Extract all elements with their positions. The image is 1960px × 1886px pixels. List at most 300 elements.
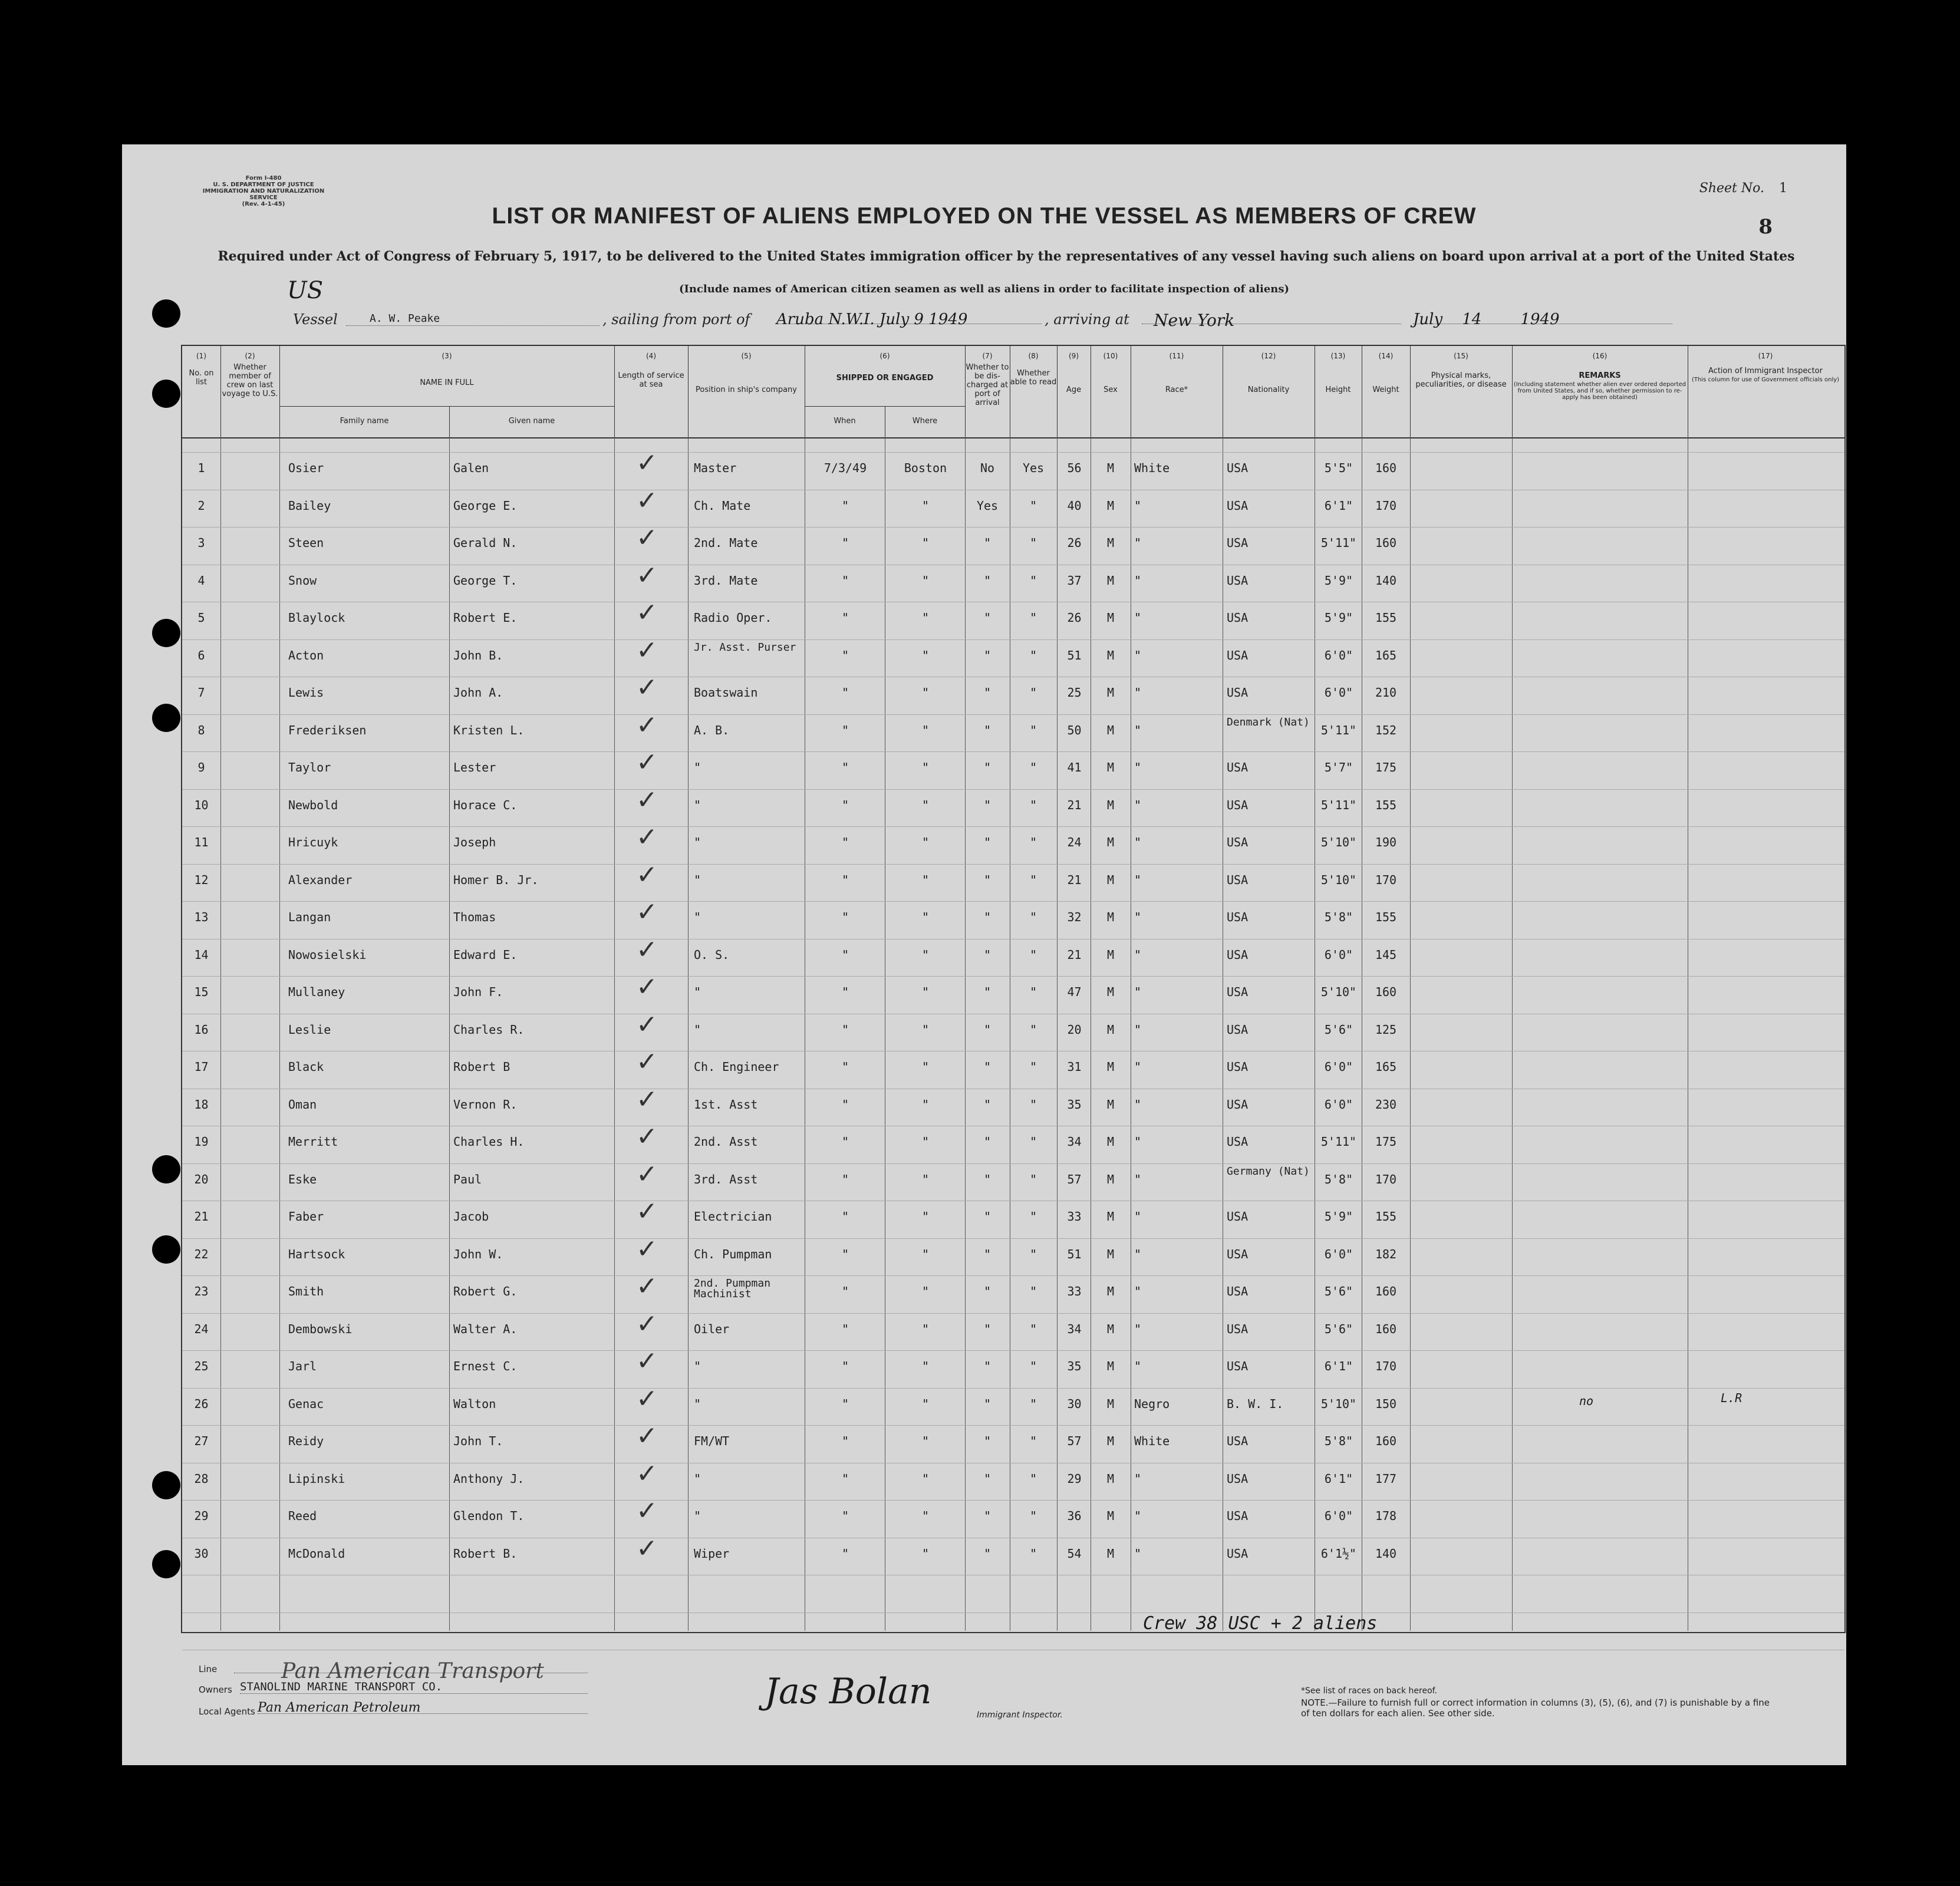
row-22-family: Hartsock: [288, 1247, 345, 1261]
row-26-height: 5'10": [1320, 1396, 1357, 1411]
row-23-height: 5'6": [1324, 1284, 1353, 1298]
row-12-pos: ": [694, 872, 701, 887]
row-14-disch: ": [983, 947, 991, 962]
row-19-no: 19: [194, 1135, 209, 1149]
row-30-weight: 140: [1375, 1546, 1397, 1561]
row-19-sex: M: [1106, 1135, 1115, 1149]
row-4-nat: USA: [1227, 573, 1249, 588]
row-3-sex: M: [1106, 536, 1115, 550]
row-15-given: John F.: [453, 985, 503, 999]
service-check-mark: ✓: [636, 1308, 658, 1339]
row-6-age: 51: [1067, 648, 1082, 662]
row-8-no: 8: [197, 723, 205, 737]
row-11-height: 5'10": [1320, 835, 1357, 849]
row-29-height: 6'0": [1324, 1509, 1353, 1523]
row-26-inspector-action: L.R: [1721, 1390, 1742, 1405]
row-13-disch: ": [983, 910, 991, 924]
row-15-weight: 160: [1375, 985, 1397, 999]
row-7-race: ": [1134, 685, 1142, 700]
row-17-disch: ": [983, 1060, 991, 1074]
revision-date: (Rev. 4-1-45): [242, 201, 285, 207]
row-30-no: 30: [194, 1546, 209, 1561]
header-given-name: Given name: [508, 417, 555, 426]
service-check-mark: ✓: [636, 448, 658, 478]
inspector-label: Immigrant Inspector.: [977, 1710, 1063, 1720]
row-23-age: 33: [1067, 1284, 1082, 1298]
row-3-weight: 160: [1375, 536, 1397, 550]
service-check-mark: ✓: [636, 934, 658, 965]
row-9-where: ": [921, 760, 930, 774]
service-check-mark: ✓: [636, 1271, 658, 1301]
row-29-weight: 178: [1375, 1509, 1397, 1523]
row-11-race: ": [1134, 835, 1142, 849]
row-25-family: Jarl: [288, 1359, 317, 1373]
row-20-read: ": [1029, 1172, 1037, 1186]
agents-label: Local Agents: [199, 1706, 255, 1717]
row-12-disch: ": [983, 872, 991, 887]
row-27-given: John T.: [453, 1434, 503, 1448]
row-27-no: 27: [194, 1434, 209, 1448]
row-22-nat: USA: [1227, 1247, 1249, 1261]
row-12-nat: USA: [1227, 872, 1249, 887]
sailing-label: , sailing from port of: [602, 311, 750, 328]
ruled-line: [182, 714, 1844, 715]
row-2-pos: Ch. Mate: [694, 498, 751, 513]
row-7-read: ": [1029, 685, 1037, 700]
row-11-nat: USA: [1227, 835, 1249, 849]
row-8-weight: 152: [1375, 723, 1397, 737]
sheet-number: [1699, 181, 1787, 196]
row-12-height: 5'10": [1320, 872, 1357, 887]
row-29-sex: M: [1106, 1509, 1115, 1523]
row-16-given: Charles R.: [453, 1022, 525, 1037]
row-17-height: 6'0": [1324, 1060, 1353, 1074]
row-3-height: 5'11": [1320, 536, 1357, 550]
row-13-pos: ": [694, 910, 701, 924]
ruled-line: [182, 901, 1844, 902]
row-23-weight: 160: [1375, 1284, 1397, 1298]
row-5-disch: ": [983, 611, 991, 625]
ruled-line: [182, 789, 1844, 790]
row-24-disch: ": [983, 1321, 991, 1336]
row-14-nat: USA: [1227, 947, 1249, 962]
row-22-disch: ": [983, 1247, 991, 1261]
row-10-read: ": [1029, 797, 1037, 812]
row-17-sex: M: [1106, 1060, 1115, 1074]
row-15-sex: M: [1106, 985, 1115, 999]
row-4-read: ": [1029, 573, 1037, 588]
row-16-family: Leslie: [288, 1022, 331, 1037]
row-11-where: ": [921, 835, 930, 849]
row-19-where: ": [921, 1135, 930, 1149]
row-26-read: ": [1029, 1396, 1037, 1411]
ruled-line: [182, 826, 1844, 827]
service-check-mark: ✓: [636, 747, 658, 777]
ruled-line: [182, 1388, 1844, 1389]
row-19-height: 5'11": [1320, 1135, 1357, 1149]
row-4-height: 5'9": [1324, 573, 1353, 588]
ruled-line: [182, 976, 1844, 977]
row-9-given: Lester: [453, 760, 496, 774]
column-divider: [220, 437, 221, 1631]
row-13-where: ": [921, 910, 930, 924]
row-7-pos: Boatswain: [694, 685, 758, 700]
form-number: Form I-480: [245, 175, 282, 182]
row-30-age: 54: [1067, 1546, 1082, 1561]
row-25-pos: ": [694, 1359, 701, 1373]
row-17-where: ": [921, 1060, 930, 1074]
row-19-pos: 2nd. Asst: [694, 1135, 758, 1149]
row-3-nat: USA: [1227, 536, 1249, 550]
column-divider: [614, 437, 615, 1631]
row-30-pos: Wiper: [694, 1546, 730, 1561]
ruled-line: [182, 751, 1844, 752]
row-21-height: 5'9": [1324, 1209, 1353, 1224]
row-14-given: Edward E.: [453, 947, 518, 962]
row-9-read: ": [1029, 760, 1037, 774]
row-13-family: Langan: [288, 910, 331, 924]
row-25-disch: ": [983, 1359, 991, 1373]
arriving-label: , arriving at: [1045, 311, 1129, 328]
row-7-nat: USA: [1227, 685, 1249, 700]
row-16-when: ": [841, 1022, 849, 1037]
row-18-height: 6'0": [1324, 1097, 1353, 1112]
row-11-given: Joseph: [453, 835, 496, 849]
row-18-no: 18: [194, 1097, 209, 1112]
row-28-nat: USA: [1227, 1471, 1249, 1486]
row-29-family: Reed: [288, 1509, 317, 1523]
sailing-port: Aruba N.W.I. July 9 1949: [776, 311, 968, 328]
row-19-family: Merritt: [288, 1135, 338, 1149]
row-2-age: 40: [1067, 498, 1082, 513]
row-20-sex: M: [1106, 1172, 1115, 1186]
service-check-mark: ✓: [636, 485, 658, 516]
row-27-height: 5'8": [1324, 1434, 1353, 1448]
row-19-age: 34: [1067, 1135, 1082, 1149]
row-29-pos: ": [694, 1509, 701, 1523]
ruled-line: [182, 1163, 1844, 1164]
column-divider: [688, 437, 689, 1631]
row-18-disch: ": [983, 1097, 991, 1112]
header-shipped-engaged: (6) SHIPPED OR ENGAGED When Where: [805, 346, 966, 437]
row-7-given: John A.: [453, 685, 503, 700]
row-15-age: 47: [1067, 985, 1082, 999]
row-8-read: ": [1029, 723, 1037, 737]
row-5-given: Robert E.: [453, 611, 518, 625]
row-4-no: 4: [197, 573, 205, 588]
row-21-sex: M: [1106, 1209, 1115, 1224]
row-8-age: 50: [1067, 723, 1082, 737]
row-18-pos: 1st. Asst: [694, 1097, 758, 1112]
header-where: Where: [912, 417, 938, 426]
row-17-no: 17: [194, 1060, 209, 1074]
row-7-where: ": [921, 685, 930, 700]
row-22-sex: M: [1106, 1247, 1115, 1261]
row-28-when: ": [841, 1471, 849, 1486]
service-check-mark: ✓: [636, 822, 658, 852]
row-19-race: ": [1134, 1135, 1142, 1149]
row-8-pos: A. B.: [694, 723, 730, 737]
row-17-race: ": [1134, 1060, 1142, 1074]
row-27-when: ": [841, 1434, 849, 1448]
row-20-weight: 170: [1375, 1172, 1397, 1186]
row-14-height: 6'0": [1324, 947, 1353, 962]
row-6-height: 6'0": [1324, 648, 1353, 662]
row-28-disch: ": [983, 1471, 991, 1486]
row-4-family: Snow: [288, 573, 317, 588]
service-check-mark: ✓: [636, 598, 658, 628]
row-4-given: George T.: [453, 573, 518, 588]
row-21-no: 21: [194, 1209, 209, 1224]
row-10-disch: ": [983, 797, 991, 812]
inspector-signature: Jas Bolan: [765, 1671, 932, 1712]
row-25-when: ": [841, 1359, 849, 1373]
row-23-family: Smith: [288, 1284, 324, 1298]
row-9-no: 9: [197, 760, 205, 774]
row-20-where: ": [921, 1172, 930, 1186]
row-26-sex: M: [1106, 1396, 1115, 1411]
row-8-disch: ": [983, 723, 991, 737]
page-title: LIST OR MANIFEST OF ALIENS EMPLOYED ON THE VESSEL AS MEMBERS OF CREW: [492, 203, 1477, 229]
row-19-disch: ": [983, 1135, 991, 1149]
row-10-sex: M: [1106, 797, 1115, 812]
row-4-disch: ": [983, 573, 991, 588]
row-29-where: ": [921, 1509, 930, 1523]
row-10-nat: USA: [1227, 797, 1249, 812]
row-23-race: ": [1134, 1284, 1142, 1298]
row-2-race: ": [1134, 498, 1142, 513]
row-5-sex: M: [1106, 611, 1115, 625]
row-21-read: ": [1029, 1209, 1037, 1224]
row-5-height: 5'9": [1324, 611, 1353, 625]
service-check-mark: ✓: [636, 1533, 658, 1564]
row-6-read: ": [1029, 648, 1037, 662]
row-8-given: Kristen L.: [453, 723, 525, 737]
row-15-height: 5'10": [1320, 985, 1357, 999]
row-20-nat: Germany (Nat): [1227, 1165, 1310, 1178]
row-19-given: Charles H.: [453, 1135, 525, 1149]
row-9-height: 5'7": [1324, 760, 1353, 774]
row-28-race: ": [1134, 1471, 1142, 1486]
penalty-note: NOTE.—Failure to furnish full or correct information in columns (3), (5), (6), and (7) is punishable by a fine of ten dollars for each alien. See other side.: [1301, 1697, 1770, 1719]
row-20-pos: 3rd. Asst: [694, 1172, 758, 1186]
row-15-read: ": [1029, 985, 1037, 999]
row-10-weight: 155: [1375, 797, 1397, 812]
row-24-sex: M: [1106, 1321, 1115, 1336]
row-12-age: 21: [1067, 872, 1082, 887]
row-6-weight: 165: [1375, 648, 1397, 662]
row-8-height: 5'11": [1320, 723, 1357, 737]
row-16-read: ": [1029, 1022, 1037, 1037]
row-21-where: ": [921, 1209, 930, 1224]
vessel-label: Vessel: [293, 311, 338, 328]
row-24-when: ": [841, 1321, 849, 1336]
row-13-given: Thomas: [453, 910, 496, 924]
row-21-when: ": [841, 1209, 849, 1224]
row-26-where: ": [921, 1396, 930, 1411]
sailing-port-field: [776, 311, 1042, 328]
row-1-family: Osier: [288, 461, 324, 475]
sheet-value: 1: [1779, 181, 1787, 196]
row-17-when: ": [841, 1060, 849, 1074]
row-24-read: ": [1029, 1321, 1037, 1336]
row-10-given: Horace C.: [453, 797, 518, 812]
row-28-no: 28: [194, 1471, 209, 1486]
row-2-read: ": [1029, 498, 1037, 513]
row-3-age: 26: [1067, 536, 1082, 550]
row-7-disch: ": [983, 685, 991, 700]
row-25-height: 6'1": [1324, 1359, 1353, 1373]
service-check-mark: ✓: [636, 1047, 658, 1077]
row-30-nat: USA: [1227, 1546, 1249, 1561]
row-10-height: 5'11": [1320, 797, 1357, 812]
row-13-height: 5'8": [1324, 910, 1353, 924]
row-26-race: Negro: [1134, 1396, 1170, 1411]
row-28-weight: 177: [1375, 1471, 1397, 1486]
row-16-height: 5'6": [1324, 1022, 1353, 1037]
row-6-given: John B.: [453, 648, 503, 662]
row-16-race: ": [1134, 1022, 1142, 1037]
row-5-where: ": [921, 611, 930, 625]
row-3-race: ": [1134, 536, 1142, 550]
row-12-no: 12: [194, 872, 209, 887]
row-25-nat: USA: [1227, 1359, 1249, 1373]
column-divider: [1057, 437, 1058, 1631]
row-26-given: Walton: [453, 1396, 496, 1411]
row-16-nat: USA: [1227, 1022, 1249, 1037]
row-4-pos: 3rd. Mate: [694, 573, 758, 588]
row-24-age: 34: [1067, 1321, 1082, 1336]
row-27-pos: FM/WT: [694, 1434, 730, 1448]
row-26-disch: ": [983, 1396, 991, 1411]
column-divider: [965, 437, 966, 1631]
race-note: *See list of races on back hereof.: [1301, 1686, 1437, 1696]
row-13-weight: 155: [1375, 910, 1397, 924]
row-8-where: ": [921, 723, 930, 737]
row-26-family: Genac: [288, 1396, 324, 1411]
row-15-race: ": [1134, 985, 1142, 999]
service-check-mark: ✓: [636, 1084, 658, 1115]
page-number: 8: [1758, 215, 1773, 239]
row-1-sex: M: [1106, 461, 1115, 475]
row-21-weight: 155: [1375, 1209, 1397, 1224]
row-17-family: Black: [288, 1060, 324, 1074]
page-subtitle: Required under Act of Congress of February 5, 1917, to be delivered to the United States immigration officer by the representatives of any vessel having such aliens on board upon arrival at a port of the United States: [218, 249, 1795, 264]
row-12-given: Homer B. Jr.: [453, 872, 539, 887]
row-8-family: Frederiksen: [288, 723, 367, 737]
row-28-age: 29: [1067, 1471, 1082, 1486]
row-9-nat: USA: [1227, 760, 1249, 774]
punch-hole: [152, 1235, 180, 1264]
row-18-nat: USA: [1227, 1097, 1249, 1112]
header-name: (3) NAME IN FULL Family name Given name: [279, 346, 615, 437]
row-11-no: 11: [194, 835, 209, 849]
row-12-race: ": [1134, 872, 1142, 887]
header-divider: [182, 437, 1844, 438]
row-30-when: ": [841, 1546, 849, 1561]
row-25-age: 35: [1067, 1359, 1082, 1373]
header-position: (5) Position in ship's company: [688, 346, 805, 437]
row-7-sex: M: [1106, 685, 1115, 700]
row-27-race: White: [1134, 1434, 1170, 1448]
row-5-pos: Radio Oper.: [694, 611, 772, 625]
row-23-nat: USA: [1227, 1284, 1249, 1298]
row-14-pos: O. S.: [694, 947, 730, 962]
row-14-sex: M: [1106, 947, 1115, 962]
row-25-where: ": [921, 1359, 930, 1373]
row-23-no: 23: [194, 1284, 209, 1298]
service-check-mark: ✓: [636, 1458, 658, 1489]
row-5-nat: USA: [1227, 611, 1249, 625]
row-2-no: 2: [197, 498, 205, 513]
row-23-disch: ": [983, 1284, 991, 1298]
row-20-no: 20: [194, 1172, 209, 1186]
row-28-pos: ": [694, 1471, 701, 1486]
row-27-age: 57: [1067, 1434, 1082, 1448]
row-22-no: 22: [194, 1247, 209, 1261]
row-2-nat: USA: [1227, 498, 1249, 513]
header-length-of-service: (4) Length of service at sea: [614, 346, 689, 437]
row-25-weight: 170: [1375, 1359, 1397, 1373]
row-13-sex: M: [1106, 910, 1115, 924]
service-check-mark: ✓: [636, 1234, 658, 1264]
row-18-when: ": [841, 1097, 849, 1112]
row-9-age: 41: [1067, 760, 1082, 774]
row-17-pos: Ch. Engineer: [694, 1060, 779, 1074]
row-6-nat: USA: [1227, 648, 1249, 662]
row-6-no: 6: [197, 648, 205, 662]
row-9-when: ": [841, 760, 849, 774]
row-18-read: ": [1029, 1097, 1037, 1112]
row-12-where: ": [921, 872, 930, 887]
row-11-weight: 190: [1375, 835, 1397, 849]
header-able-to-read: (8) Whether able to read: [1010, 346, 1058, 437]
row-27-where: ": [921, 1434, 930, 1448]
row-5-no: 5: [197, 611, 205, 625]
punch-hole: [152, 299, 180, 328]
header-family-name: Family name: [340, 417, 389, 426]
row-21-race: ": [1134, 1209, 1142, 1224]
row-13-nat: USA: [1227, 910, 1249, 924]
row-2-family: Bailey: [288, 498, 331, 513]
owners-value: STANOLIND MARINE TRANSPORT CO.: [240, 1680, 443, 1693]
row-28-where: ": [921, 1471, 930, 1486]
row-14-weight: 145: [1375, 947, 1397, 962]
row-24-height: 5'6": [1324, 1321, 1353, 1336]
row-1-height: 5'5": [1324, 461, 1353, 475]
row-30-where: ": [921, 1546, 930, 1561]
header-age: (9) Age: [1057, 346, 1091, 437]
row-5-race: ": [1134, 611, 1142, 625]
row-19-read: ": [1029, 1135, 1037, 1149]
row-18-given: Vernon R.: [453, 1097, 518, 1112]
row-11-pos: ": [694, 835, 701, 849]
row-25-race: ": [1134, 1359, 1142, 1373]
row-30-sex: M: [1106, 1546, 1115, 1561]
row-22-read: ": [1029, 1247, 1037, 1261]
row-20-when: ": [841, 1172, 849, 1186]
row-7-when: ": [841, 685, 849, 700]
row-29-nat: USA: [1227, 1509, 1249, 1523]
row-20-race: ": [1134, 1172, 1142, 1186]
row-5-read: ": [1029, 611, 1037, 625]
row-18-where: ": [921, 1097, 930, 1112]
row-18-race: ": [1134, 1097, 1142, 1112]
row-17-given: Robert B: [453, 1060, 510, 1074]
row-3-when: ": [841, 536, 849, 550]
row-10-age: 21: [1067, 797, 1082, 812]
row-9-pos: ": [694, 760, 701, 774]
